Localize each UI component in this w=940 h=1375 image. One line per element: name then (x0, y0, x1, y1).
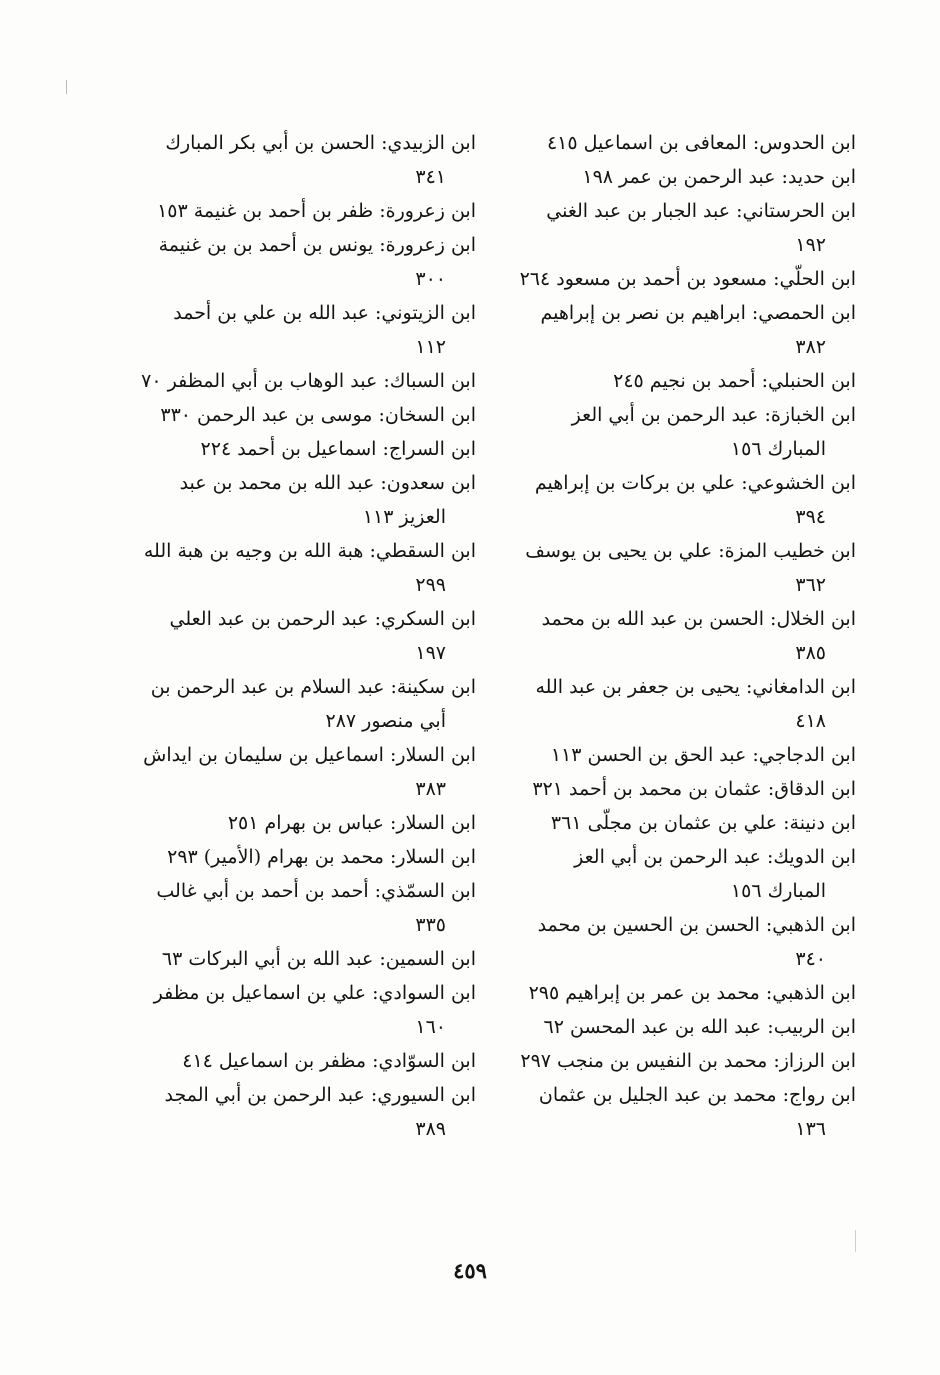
entry-text: ابن الدويك: عبد الرحمن بن أبي العز (574, 846, 856, 868)
entry-page-ref: ٣٤٠ (795, 948, 826, 970)
margin-mark (855, 1230, 856, 1252)
entry-page-ref: ٣٠٠ (415, 268, 446, 290)
entry-page-ref: ٣٨٢ (795, 336, 826, 358)
entry-page-ref: ١١٢ (415, 336, 446, 358)
entry-text: ابن السيوري: عبد الرحمن بن أبي المجد (164, 1084, 476, 1106)
entry-text: ابن الدقاق: عثمان بن محمد بن أحمد ٣٢١ (532, 778, 856, 800)
index-entry (488, 908, 856, 976)
entry-text: ابن السوّادي: مظفر بن اسماعيل ٤١٤ (182, 1050, 476, 1072)
index-entry (100, 670, 476, 738)
entry-page-ref: ٣٨٩ (415, 1118, 446, 1140)
entry-text: ابن الحمصي: ابراهيم بن نصر بن إبراهيم (540, 302, 856, 324)
entry-text: ابن السلار: عباس بن بهرام ٢٥١ (227, 812, 476, 834)
entry-page-ref: أبي منصور ٢٨٧ (325, 710, 446, 732)
entry-page-ref: ٣٩٤ (795, 506, 826, 528)
entry-page-ref: ٣٨٥ (795, 642, 826, 664)
index-entry (488, 262, 856, 296)
entry-text: ابن السمّذي: أحمد بن أحمد بن أبي غالب (156, 880, 476, 902)
entry-page-ref: المبارك ١٥٦ (730, 438, 826, 460)
entry-text: ابن الخشوعي: علي بن بركات بن إبراهيم (534, 472, 856, 494)
entry-text: ابن السلار: اسماعيل بن سليمان بن ايداش (143, 744, 476, 766)
entry-text: ابن الزبيدي: الحسن بن أبي بكر المبارك (165, 132, 476, 154)
index-entry (488, 398, 856, 466)
entry-page-ref: ٣٨٣ (415, 778, 446, 800)
entry-text: ابن الربيب: عبد الله بن عبد المحسن ٦٢ (543, 1016, 856, 1038)
index-entry (488, 1010, 856, 1044)
index-entry (488, 160, 856, 194)
index-entry (488, 1078, 856, 1146)
entry-text: ابن الدجاجي: عبد الحق بن الحسن ١١٣ (550, 744, 856, 766)
entry-text: ابن الخبازة: عبد الرحمن بن أبي العز (571, 404, 856, 426)
index-entry (488, 364, 856, 398)
index-entry (488, 296, 856, 364)
index-entry (488, 194, 856, 262)
entry-text: ابن الزيتوني: عبد الله بن علي بن أحمد (173, 302, 476, 324)
entry-text: ابن الخلال: الحسن بن عبد الله بن محمد (541, 608, 856, 630)
entry-text: ابن السراج: اسماعيل بن أحمد ٢٢٤ (200, 438, 476, 460)
entry-text: ابن الحنبلي: أحمد بن نجيم ٢٤٥ (613, 370, 856, 392)
entry-page-ref: ١٦٠ (415, 1016, 446, 1038)
index-entry (488, 126, 856, 160)
entry-text: ابن سعدون: عبد الله بن محمد بن عبد (179, 472, 476, 494)
entry-text: ابن السكري: عبد الرحمن بن عبد العلي (169, 608, 476, 630)
index-entry (488, 670, 856, 738)
index-column-left (100, 126, 476, 1146)
index-entry (488, 806, 856, 840)
entry-text: ابن السباك: عبد الوهاب بن أبي المظفر ٧٠ (141, 370, 476, 392)
index-entry (488, 976, 856, 1010)
entry-text: ابن سكينة: عبد السلام بن عبد الرحمن بن (150, 676, 476, 698)
index-entry (488, 534, 856, 602)
entry-page-ref: العزيز ١١٣ (362, 506, 446, 528)
entry-text: ابن الذهبي: الحسن بن الحسين بن محمد (537, 914, 856, 936)
entry-text: ابن خطيب المزة: علي بن يحيى بن يوسف (525, 540, 856, 562)
index-entry (100, 1078, 476, 1146)
index-entry (100, 602, 476, 670)
entry-page-ref: ٢٩٩ (415, 574, 446, 596)
index-entry (100, 194, 476, 228)
index-entry (100, 398, 476, 432)
index-entry (100, 466, 476, 534)
index-entry (488, 602, 856, 670)
entry-text: ابن الرزاز: محمد بن النفيس بن منجب ٢٩٧ (520, 1050, 856, 1072)
entry-text: ابن السوادي: علي بن اسماعيل بن مظفر (153, 982, 476, 1004)
index-entry (488, 772, 856, 806)
entry-text: ابن السقطي: هبة الله بن وجيه بن هبة الله (143, 540, 476, 562)
entry-text: ابن رواج: محمد بن عبد الجليل بن عثمان (538, 1084, 856, 1106)
index-entry (100, 126, 476, 194)
index-entry (100, 364, 476, 398)
index-entry (100, 738, 476, 806)
entry-text: ابن الحلّي: مسعود بن أحمد بن مسعود ٢٦٤ (519, 268, 856, 290)
page-number: ٤٥٩ (453, 1258, 487, 1283)
index-column-right (488, 126, 856, 1146)
index-entry (100, 874, 476, 942)
entry-page-ref: ١٩٢ (795, 234, 826, 256)
entry-text: ابن دنينة: علي بن عثمان بن مجلّى ٣٦١ (550, 812, 856, 834)
entry-page-ref: المبارك ١٥٦ (730, 880, 826, 902)
margin-mark (66, 80, 67, 94)
index-entry (100, 534, 476, 602)
entry-text: ابن زعرورة: ظفر بن أحمد بن غنيمة ١٥٣ (157, 200, 476, 222)
index-entry (100, 942, 476, 976)
entry-page-ref: ٤١٨ (795, 710, 826, 732)
entry-text: ابن الحرستاني: عبد الجبار بن عبد الغني (546, 200, 856, 222)
entry-text: ابن السمين: عبد الله بن أبي البركات ٦٣ (161, 948, 476, 970)
index-entry (100, 296, 476, 364)
index-entry (100, 806, 476, 840)
index-entry (100, 228, 476, 296)
entry-text: ابن الدامغاني: يحيى بن جعفر بن عبد الله (535, 676, 856, 698)
entry-text: ابن زعرورة: يونس بن أحمد بن بن غنيمة (158, 234, 476, 256)
index-entry (488, 1044, 856, 1078)
entry-page-ref: ١٩٧ (415, 642, 446, 664)
entry-text: ابن الذهبي: محمد بن عمر بن إبراهيم ٢٩٥ (528, 982, 856, 1004)
index-entry (488, 840, 856, 908)
index-entry (100, 432, 476, 466)
entry-page-ref: ٣٣٥ (415, 914, 446, 936)
entry-text: ابن السلار: محمد بن بهرام (الأمير) ٢٩٣ (167, 846, 476, 868)
index-entry (100, 840, 476, 874)
entry-text: ابن حديد: عبد الرحمن بن عمر ١٩٨ (582, 166, 856, 188)
entry-page-ref: ٣٤١ (415, 166, 446, 188)
entry-page-ref: ٣٦٢ (795, 574, 826, 596)
index-entry (100, 976, 476, 1044)
entry-text: ابن الحدوس: المعافى بن اسماعيل ٤١٥ (546, 132, 856, 154)
entry-text: ابن السخان: موسى بن عبد الرحمن ٣٣٠ (160, 404, 476, 426)
index-entry (488, 738, 856, 772)
entry-page-ref: ١٣٦ (795, 1118, 826, 1140)
index-entry (488, 466, 856, 534)
index-entry (100, 1044, 476, 1078)
